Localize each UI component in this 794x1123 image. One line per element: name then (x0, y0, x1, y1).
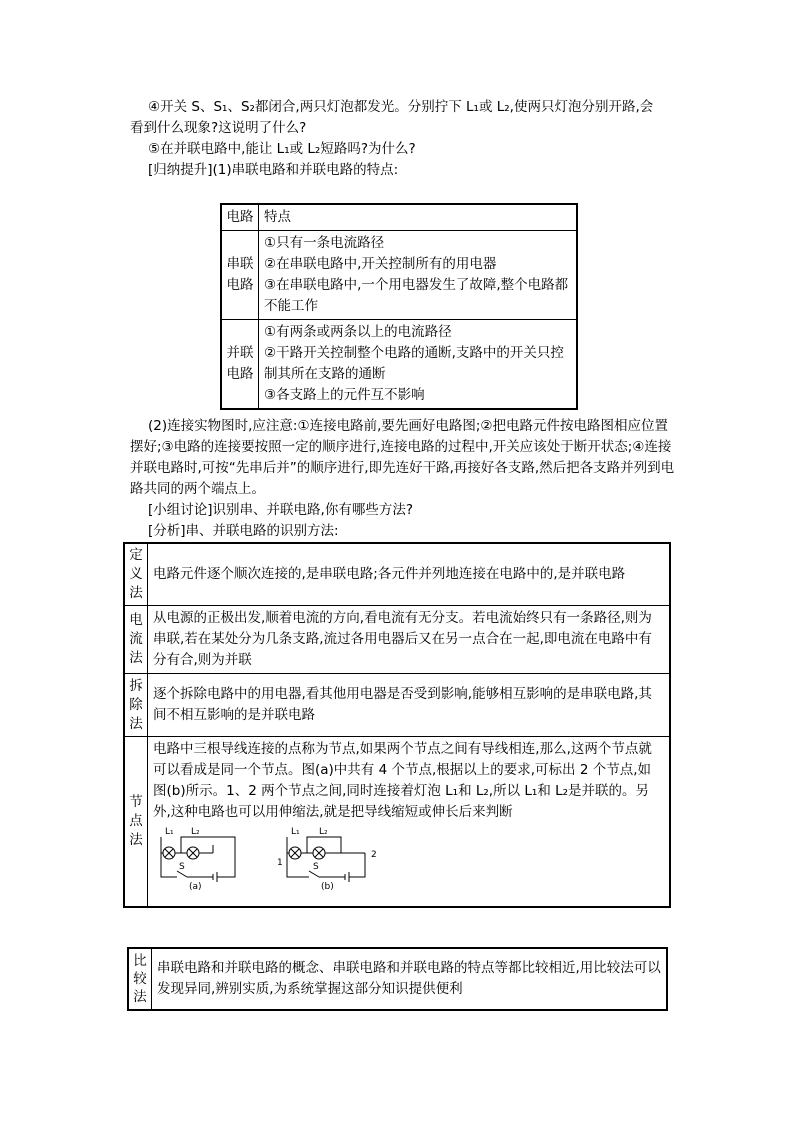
group-discussion: [小组讨论]识别串、并联电路,你有哪些方法? (148, 502, 413, 518)
table-row (124, 543, 670, 606)
circuit-figure-a (161, 837, 235, 882)
table-header-row (221, 204, 577, 231)
summary-heading: [归纳提升](1)串联电路和并联电路的特点: (148, 162, 399, 178)
method-cell-node (148, 737, 671, 907)
header-features: 特点 (259, 204, 578, 231)
fig-a-switch-label: S (179, 862, 185, 872)
method-label-current: 电流法 (124, 606, 148, 674)
method-label-node: 节点法 (124, 737, 148, 907)
method-label-comparison: 比较法 (128, 948, 152, 1010)
fig-b-l1-label: L₁ (291, 827, 300, 837)
table-row (124, 606, 670, 674)
table-row-series (221, 231, 577, 320)
fig-b-node-1: 1 (277, 858, 283, 868)
method-text-comparison: 串联电路和并联电路的概念、串联电路和并联电路的特点等都比较相近,用比较法可以发现异同,辨别实质,为系统掌握这部分知识提供便利 (152, 948, 668, 1010)
method-text-removal: 逐个拆除电路中的用电器,看其他用电器是否受到影响,能够相互影响的是串联电路,其间不相互影响的是并联电路 (148, 674, 671, 737)
fig-b-caption: (b) (321, 882, 334, 891)
parallel-label: 并联 电路 (221, 320, 259, 410)
table-row-parallel (221, 320, 577, 410)
question-4-line1: ④开关 S、S₁、S₂都闭合,两只灯泡都发光。分别拧下 L₁或 L₂,使两只灯泡分别开路,会 (148, 99, 654, 115)
header-circuit: 电路 (221, 204, 259, 231)
circuit-diagrams (153, 825, 393, 891)
series-feature-3: ③在串联电路中,一个用电器发生了故障,整个电路都不能工作 (264, 277, 569, 314)
table-row (128, 948, 667, 1010)
circuit-features-table (220, 203, 578, 410)
fig-a-l2-label: L₂ (191, 827, 200, 837)
parallel-feature-1: ①有两条或两条以上的电流路径 (264, 324, 452, 340)
question-4-line2: 看到什么现象?这说明了什么? (130, 120, 307, 136)
method-text-definition: 电路元件逐个顺次连接的,是串联电路;各元件并列地连接在电路中的,是并联电路 (148, 543, 671, 606)
method-text-current: 从电源的正极出发,顺着电流的方向,看电流有无分支。若电流始终只有一条路径,则为串联,若在某处分为几条支路,流过各用电器后又在另一点合在一起,即电流在电路中有分有合,则为并联 (148, 606, 671, 674)
table-row (124, 674, 670, 737)
comparison-method-table (127, 947, 668, 1011)
identification-methods-table (123, 542, 671, 908)
fig-b-node-2: 2 (371, 850, 377, 860)
analysis-heading: [分析]串、并联电路的识别方法: (148, 523, 339, 539)
method-label-removal: 拆除法 (124, 674, 148, 737)
circuit-figure-b (287, 837, 365, 882)
fig-b-switch-label: S (313, 862, 319, 872)
series-feature-2: ②在串联电路中,开关控制所有的用电器 (264, 256, 497, 272)
table-row (124, 737, 670, 907)
series-label: 串联 电路 (221, 231, 259, 320)
question-5: ⑤在并联电路中,能让 L₁或 L₂短路吗?为什么? (148, 141, 416, 157)
fig-b-l2-label: L₂ (319, 827, 328, 837)
connection-notes: (2)连接实物图时,应注意:①连接电路前,要先画好电路图;②把电路元件按电路图相应位置摆好;③电路的连接要按照一定的顺序进行,连接电路的过程中,开关应该处于断开状态;④连接并联电路时,可按“先串后并”的顺序进行,即先连好干路,再接好各支路,然后把各支路并列到电路共同的两个端点上。 (130, 418, 675, 497)
parallel-feature-2: ②干路开关控制整个电路的通断,支路中的开关只控制其所在支路的通断 (264, 345, 564, 382)
parallel-features (259, 320, 578, 410)
fig-a-caption: (a) (189, 882, 202, 891)
fig-a-l1-label: L₁ (165, 827, 174, 837)
method-label-definition: 定义法 (124, 543, 148, 606)
method-text-node: 电路中三根导线连接的点称为节点,如果两个节点之间有导线相连,那么,这两个节点就可以看成是同一个节点。图(a)中共有 4 个节点,根据以上的要求,可标出 2 个节点,如图(b)所示。1、2 两个节点之间,同时连接着灯泡 L₁和 L₂,所以 L₁和 L₂是并联的。另外,这种电路也可以用伸缩法,就是把导线缩短或伸长后来判断 (153, 741, 652, 820)
series-feature-1: ①只有一条电流路径 (264, 235, 385, 251)
parallel-feature-3: ③各支路上的元件互不影响 (264, 387, 425, 403)
series-features (259, 231, 578, 320)
